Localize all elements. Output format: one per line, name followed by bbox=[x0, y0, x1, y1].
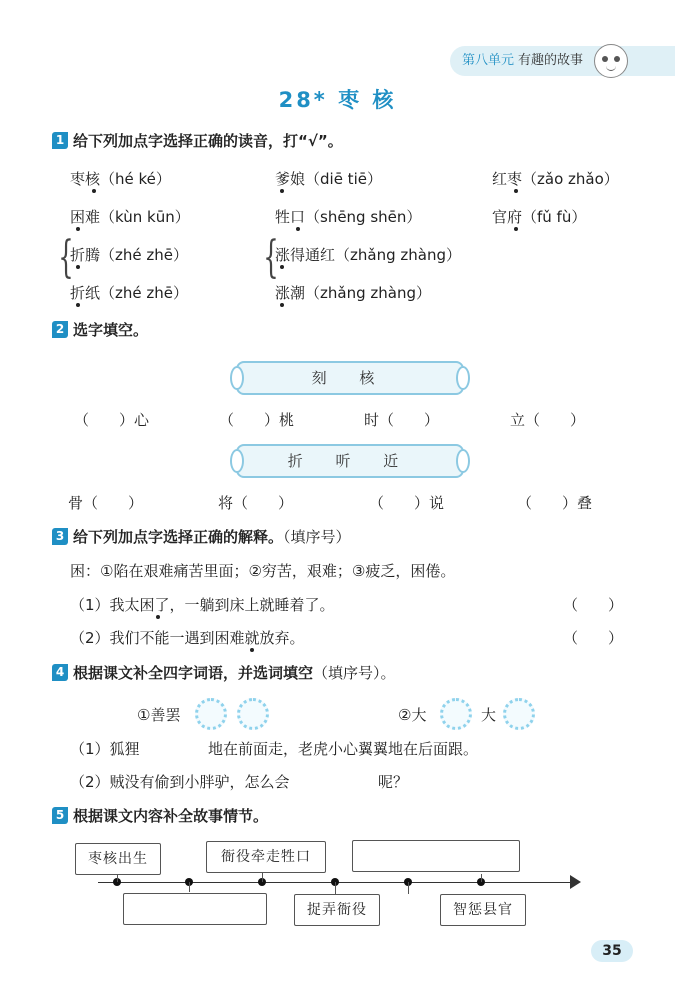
q2-blank-3[interactable]: 时（ ） bbox=[364, 411, 440, 429]
q4-sentence-1a: （1）狐狸 bbox=[70, 740, 140, 758]
q1-item-6[interactable]: 官府（fǔ fù） bbox=[492, 208, 587, 226]
connector bbox=[335, 882, 336, 894]
flower-blank[interactable] bbox=[195, 698, 227, 730]
plot-box-1: 枣核出生 bbox=[75, 843, 161, 875]
unit-topic: 有趣的故事 bbox=[518, 53, 584, 68]
word-banner-2 bbox=[236, 444, 464, 478]
banner-1-text: 刻 核 bbox=[311, 369, 389, 387]
q2-blank-8[interactable]: （ ）叠 bbox=[517, 494, 593, 512]
q2-blank-7[interactable]: （ ）说 bbox=[369, 494, 445, 512]
emphasis-dot bbox=[280, 303, 284, 307]
q3-prompt-note: （填序号） bbox=[283, 528, 351, 546]
connector bbox=[262, 872, 263, 882]
emphasis-dot bbox=[296, 227, 300, 231]
emphasis-dot bbox=[514, 189, 518, 193]
mascot-icon bbox=[594, 44, 628, 78]
banner-2-text: 折 听 近 bbox=[287, 452, 413, 470]
q3-definition: 困：①陷在艰难痛苦里面；②穷苦，艰难；③疲乏，困倦。 bbox=[70, 562, 456, 580]
plot-box-5: 捉弄衙役 bbox=[294, 894, 380, 926]
q1-item-4[interactable]: 困难（kùn kūn） bbox=[70, 208, 190, 226]
unit-label: 第八单元 bbox=[462, 53, 515, 68]
scroll-curl bbox=[230, 449, 244, 473]
q1-item-10[interactable]: 涨潮（zhǎng zhàng） bbox=[275, 284, 431, 302]
emphasis-dot bbox=[76, 303, 80, 307]
word-banner-1 bbox=[236, 361, 464, 395]
q3-prompt-text: 给下列加点字选择正确的解释。 bbox=[73, 528, 284, 546]
q4-word-2a: ②大 bbox=[398, 706, 427, 724]
q3-sentence-2: （2）我们不能一遇到困难就放弃。 bbox=[70, 629, 305, 647]
q1-item-8[interactable]: 涨得通红（zhǎng zhàng） bbox=[275, 246, 461, 264]
q1-item-2[interactable]: 爹娘（diē tiē） bbox=[275, 170, 382, 188]
flower-blank[interactable] bbox=[237, 698, 269, 730]
q3-sentence-1: （1）我太困了，一躺到床上就睡着了。 bbox=[70, 596, 335, 614]
q2-blank-2[interactable]: （ ）桃 bbox=[219, 411, 295, 429]
q4-prompt-text: 根据课文补全四字词语，并选词填空 bbox=[73, 664, 314, 682]
q3-answer-1[interactable]: （ ） bbox=[563, 596, 624, 614]
emphasis-dot bbox=[280, 189, 284, 193]
unit-tab bbox=[450, 46, 675, 76]
q4-sentence-2b: 呢？ bbox=[378, 773, 409, 791]
question-2-prompt: 选字填空。 bbox=[73, 321, 149, 339]
plot-box-3-blank[interactable] bbox=[352, 840, 520, 872]
emphasis-dot bbox=[92, 189, 96, 193]
question-number-3: 3 bbox=[52, 528, 68, 545]
scroll-curl bbox=[230, 366, 244, 390]
connector bbox=[117, 874, 118, 882]
emphasis-dot bbox=[76, 227, 80, 231]
q1-item-5[interactable]: 牲口（shēng shēn） bbox=[275, 208, 422, 226]
left-brace: { bbox=[263, 232, 279, 283]
scroll-curl bbox=[456, 449, 470, 473]
q2-blank-1[interactable]: （ ）心 bbox=[74, 411, 150, 429]
flower-blank[interactable] bbox=[440, 698, 472, 730]
question-5-prompt: 根据课文内容补全故事情节。 bbox=[73, 807, 269, 825]
plot-box-2: 衙役牵走牲口 bbox=[206, 841, 326, 873]
emphasis-dot bbox=[280, 265, 284, 269]
q4-word-2b: 大 bbox=[481, 706, 497, 724]
q2-blank-4[interactable]: 立（ ） bbox=[510, 411, 586, 429]
scroll-curl bbox=[456, 366, 470, 390]
q4-sentence-1b: 地在前面走，老虎小心翼翼地在后面跟。 bbox=[208, 740, 479, 758]
question-4-prompt bbox=[73, 662, 396, 683]
plot-box-6: 智惩县官 bbox=[440, 894, 526, 926]
q4-prompt-note: （填序号）。 bbox=[313, 664, 396, 682]
q2-blank-6[interactable]: 将（ ） bbox=[218, 494, 294, 512]
q1-item-7[interactable]: 折腾（zhé zhē） bbox=[70, 246, 188, 264]
q2-blank-5[interactable]: 骨（ ） bbox=[68, 494, 144, 512]
connector bbox=[189, 882, 190, 892]
q4-word-1: ①善罢 bbox=[137, 706, 181, 724]
connector bbox=[481, 874, 482, 882]
page-number: 35 bbox=[591, 940, 633, 962]
q1-item-3[interactable]: 红枣（zǎo zhǎo） bbox=[492, 170, 619, 188]
q1-item-1[interactable]: 枣核（hé ké） bbox=[70, 170, 171, 188]
emphasis-dot bbox=[514, 227, 518, 231]
connector bbox=[408, 882, 409, 894]
emphasis-dot bbox=[76, 265, 80, 269]
question-number-2: 2 bbox=[52, 321, 68, 338]
question-1-prompt: 给下列加点字选择正确的读音，打“√”。 bbox=[73, 132, 343, 150]
q3-answer-2[interactable]: （ ） bbox=[563, 629, 624, 647]
question-3-prompt bbox=[73, 526, 351, 547]
question-number-4: 4 bbox=[52, 664, 68, 681]
q4-sentence-2a: （2）贼没有偷到小胖驴，怎么会 bbox=[70, 773, 290, 791]
left-brace: { bbox=[58, 232, 74, 283]
flower-blank[interactable] bbox=[503, 698, 535, 730]
question-number-1: 1 bbox=[52, 132, 68, 149]
emphasis-dot bbox=[250, 648, 254, 652]
lesson-title: 28* 枣 核 bbox=[278, 88, 397, 112]
q1-item-9[interactable]: 折纸（zhé zhē） bbox=[70, 284, 188, 302]
timeline-arrow-icon bbox=[570, 875, 581, 889]
question-number-5: 5 bbox=[52, 807, 68, 824]
plot-box-4-blank[interactable] bbox=[123, 893, 267, 925]
emphasis-dot bbox=[156, 615, 160, 619]
